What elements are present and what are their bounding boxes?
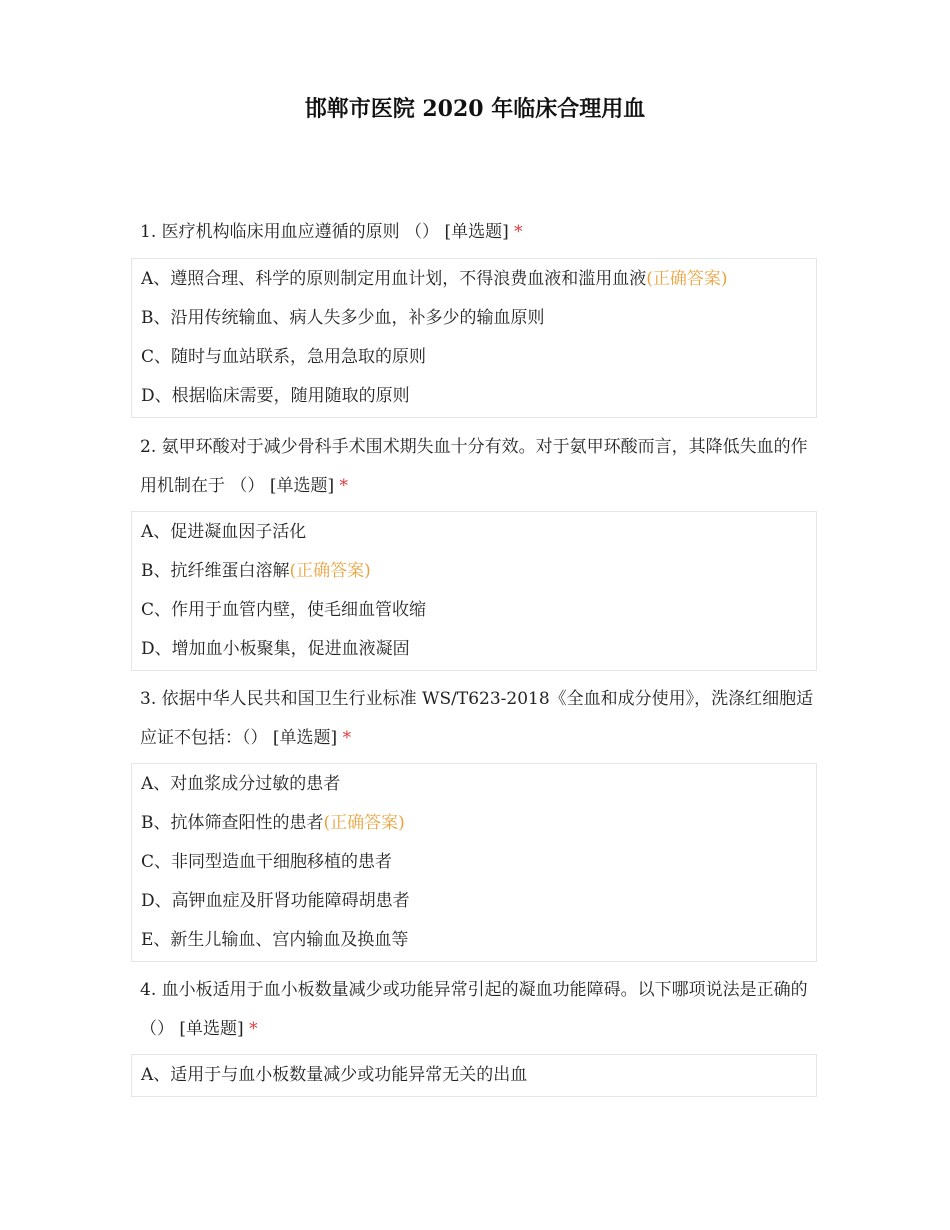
option-label: A、对血浆成分过敏的患者 bbox=[141, 774, 341, 794]
option-a[interactable] bbox=[132, 766, 816, 805]
options-box-2 bbox=[131, 511, 817, 671]
page-title: 邯郸市医院 2020 年临床合理用血 bbox=[304, 96, 646, 122]
question-text: 依据中华人民共和国卫生行业标准 WS/T623-2018《全血和成分使用》，洗涤红细胞适应证不包括：（） bbox=[140, 689, 814, 748]
option-label: B、抗纤维蛋白溶解 bbox=[141, 561, 290, 581]
option-a[interactable] bbox=[132, 1057, 816, 1096]
question-1 bbox=[140, 213, 820, 252]
option-c[interactable] bbox=[132, 844, 816, 883]
question-type: [单选题] bbox=[272, 728, 338, 748]
question-number: 3. bbox=[140, 689, 157, 709]
question-text: 医疗机构临床用血应遵循的原则 （） bbox=[161, 222, 440, 242]
option-label: C、随时与血站联系，急用急取的原则 bbox=[141, 347, 427, 367]
option-c[interactable] bbox=[132, 592, 816, 631]
option-a[interactable] bbox=[132, 514, 816, 553]
option-d[interactable] bbox=[132, 631, 816, 670]
option-label: C、作用于血管内壁，使毛细血管收缩 bbox=[141, 600, 427, 620]
options-box-3 bbox=[131, 763, 817, 962]
option-label: A、适用于与血小板数量减少或功能异常无关的出血 bbox=[141, 1065, 528, 1085]
option-d[interactable] bbox=[132, 378, 816, 417]
question-type: [单选题] bbox=[269, 476, 335, 496]
option-b[interactable] bbox=[132, 300, 816, 339]
question-number: 2. bbox=[140, 437, 157, 457]
option-label: A、促进凝血因子活化 bbox=[141, 522, 307, 542]
option-label: D、高钾血症及肝肾功能障碍胡患者 bbox=[141, 891, 410, 911]
correct-answer-tag: (正确答案) bbox=[646, 269, 728, 289]
question-number: 1. bbox=[140, 222, 157, 242]
correct-answer-tag: (正确答案) bbox=[289, 561, 371, 581]
question-3 bbox=[140, 680, 820, 758]
option-d[interactable] bbox=[132, 883, 816, 922]
options-box-1 bbox=[131, 258, 817, 418]
option-label: D、根据临床需要，随用随取的原则 bbox=[141, 386, 410, 406]
question-text: 氨甲环酸对于减少骨科手术围术期失血十分有效。对于氨甲环酸而言，其降低失血的作用机制在于 （） bbox=[140, 437, 808, 496]
option-label: B、抗体筛查阳性的患者 bbox=[141, 813, 324, 833]
question-number: 4. bbox=[140, 980, 157, 1000]
option-a[interactable] bbox=[132, 261, 816, 300]
question-type: [单选题] bbox=[444, 222, 509, 242]
option-c[interactable] bbox=[132, 339, 816, 378]
option-b[interactable] bbox=[132, 553, 816, 592]
option-label: C、非同型造血干细胞移植的患者 bbox=[141, 852, 393, 872]
options-box-4 bbox=[131, 1054, 817, 1097]
option-e[interactable] bbox=[132, 922, 816, 961]
question-2 bbox=[140, 428, 820, 506]
question-type: [单选题] bbox=[179, 1019, 244, 1039]
question-4 bbox=[140, 971, 820, 1049]
option-label: E、新生儿输血、宫内输血及换血等 bbox=[141, 930, 409, 950]
option-label: D、增加血小板聚集，促进血液凝固 bbox=[141, 639, 410, 659]
required-mark: * bbox=[342, 728, 352, 748]
option-b[interactable] bbox=[132, 805, 816, 844]
option-label: B、沿用传统输血、病人失多少血，补多少的输血原则 bbox=[141, 308, 545, 328]
required-mark: * bbox=[249, 1019, 258, 1039]
correct-answer-tag: (正确答案) bbox=[323, 813, 405, 833]
option-label: A、遵照合理、科学的原则制定用血计划，不得浪费血液和滥用血液 bbox=[141, 269, 647, 289]
required-mark: * bbox=[339, 476, 348, 496]
question-text: 血小板适用于血小板数量减少或功能异常引起的凝血功能障碍。以下哪项说法是正确的（） bbox=[140, 980, 808, 1039]
required-mark: * bbox=[514, 222, 523, 242]
